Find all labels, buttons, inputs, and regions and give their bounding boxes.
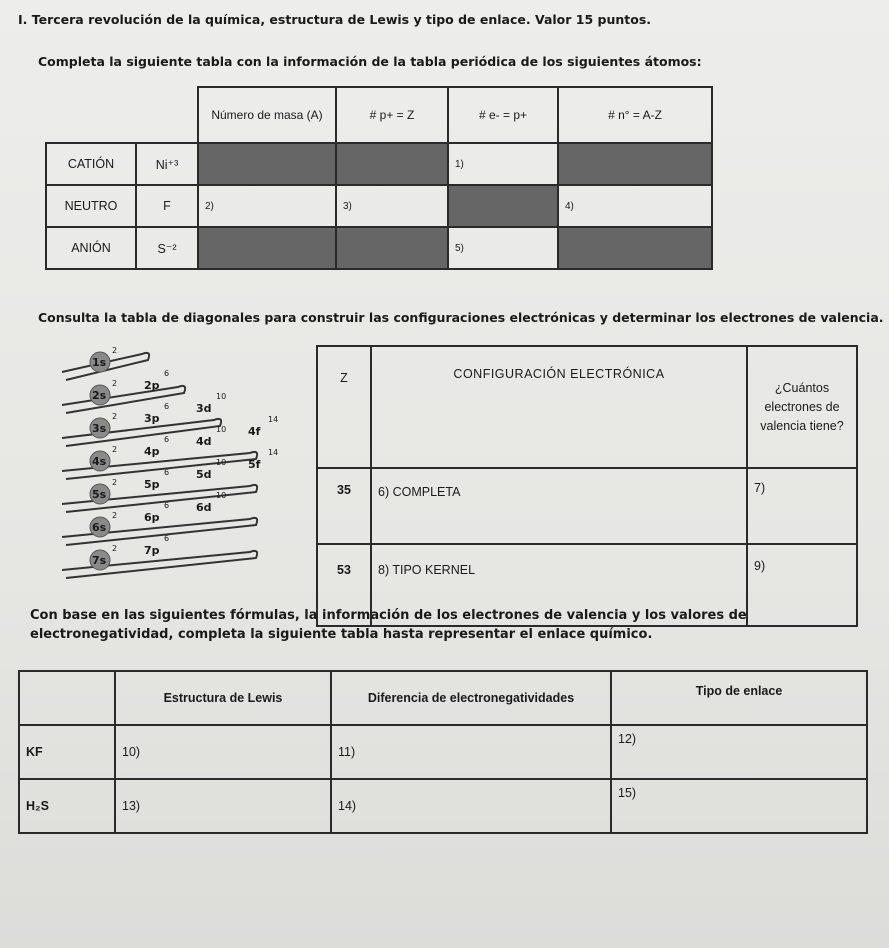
orbital-5f-capacity: 14 bbox=[268, 448, 279, 457]
row-type: ANIÓN bbox=[46, 227, 136, 269]
orbital-4p-label: 4p bbox=[144, 445, 160, 458]
orbital-6p-capacity: 6 bbox=[164, 501, 170, 510]
row-symbol: S⁻² bbox=[136, 227, 198, 269]
orbital-5f-label: 5f bbox=[248, 458, 261, 471]
section-title: I. Tercera revolución de la química, estructura de Lewis y tipo de enlace. Valor 15 puntos. bbox=[18, 12, 652, 27]
orbital-6s-capacity: 2 bbox=[112, 511, 118, 520]
orbital-3d-label: 3d bbox=[196, 402, 212, 415]
header-lewis: Estructura de Lewis bbox=[115, 671, 331, 725]
empty-corner bbox=[19, 671, 115, 725]
header-mass-number: Número de masa (A) bbox=[198, 87, 336, 143]
orbital-5s-label: 5s bbox=[92, 488, 107, 501]
orbital-5d-capacity: 10 bbox=[216, 458, 227, 467]
z-value: 35 bbox=[317, 468, 371, 544]
bond-answer-12[interactable]: 12) bbox=[611, 725, 867, 779]
header-protons: # p+ = Z bbox=[336, 87, 448, 143]
header-z: Z bbox=[317, 346, 371, 468]
diagonal-rule-diagram bbox=[52, 340, 292, 600]
cell-shaded bbox=[448, 185, 558, 227]
valence-answer-9[interactable]: 9) bbox=[747, 544, 857, 626]
formula: KF bbox=[19, 725, 115, 779]
orbital-4f-capacity: 14 bbox=[268, 415, 279, 424]
config-answer-8[interactable]: 8) TIPO KERNEL bbox=[371, 544, 747, 626]
answer-cell-2[interactable]: 2) bbox=[198, 185, 336, 227]
row-symbol: F bbox=[136, 185, 198, 227]
cell-shaded bbox=[558, 143, 712, 185]
cell-shaded bbox=[558, 227, 712, 269]
diff-answer-11[interactable]: 11) bbox=[331, 725, 611, 779]
z-value: 53 bbox=[317, 544, 371, 626]
formula: H₂S bbox=[19, 779, 115, 833]
row-type: NEUTRO bbox=[46, 185, 136, 227]
orbital-3s-label: 3s bbox=[92, 422, 107, 435]
config-answer-6[interactable]: 6) COMPLETA bbox=[371, 468, 747, 544]
orbital-7s-label: 7s bbox=[92, 554, 107, 567]
row-type: CATIÓN bbox=[46, 143, 136, 185]
orbital-4d-label: 4d bbox=[196, 435, 212, 448]
header-electronegativity: Diferencia de electronegatividades bbox=[331, 671, 611, 725]
header-electrons: # e- = p+ bbox=[448, 87, 558, 143]
orbital-6p-label: 6p bbox=[144, 511, 160, 524]
answer-cell-3[interactable]: 3) bbox=[336, 185, 448, 227]
diff-answer-14[interactable]: 14) bbox=[331, 779, 611, 833]
orbital-2s-label: 2s bbox=[92, 389, 107, 402]
answer-cell-1[interactable]: 1) bbox=[448, 143, 558, 185]
answer-cell-5[interactable]: 5) bbox=[448, 227, 558, 269]
lewis-answer-10[interactable]: 10) bbox=[115, 725, 331, 779]
instruction-diagonal: Consulta la tabla de diagonales para construir las configuraciones electrónicas y determinar los electrones de valencia. bbox=[38, 310, 884, 325]
instruction-bonding: Con base en las siguientes fórmulas, la información de los electrones de valencia y los valores de electronegatividad, completa la siguiente tabla hasta representar el enlace químico. bbox=[30, 608, 747, 642]
instruction-periodic: Completa la siguiente tabla con la información de la tabla periódica de los siguientes átomos: bbox=[38, 54, 702, 69]
cell-shaded bbox=[198, 143, 336, 185]
header-neutrons: # n° = A-Z bbox=[558, 87, 712, 143]
orbital-5p-label: 5p bbox=[144, 478, 160, 491]
orbital-5s-capacity: 2 bbox=[112, 478, 118, 487]
cell-shaded bbox=[198, 227, 336, 269]
orbital-4s-capacity: 2 bbox=[112, 445, 118, 454]
orbital-6d-label: 6d bbox=[196, 501, 212, 514]
orbital-5p-capacity: 6 bbox=[164, 468, 170, 477]
orbital-2s-capacity: 2 bbox=[112, 379, 118, 388]
header-bond-type: Tipo de enlace bbox=[611, 671, 867, 725]
orbital-3p-capacity: 6 bbox=[164, 402, 170, 411]
configuration-table bbox=[316, 345, 858, 627]
cell-shaded bbox=[336, 143, 448, 185]
orbital-7p-label: 7p bbox=[144, 544, 160, 557]
valence-answer-7[interactable]: 7) bbox=[747, 468, 857, 544]
orbital-4p-capacity: 6 bbox=[164, 435, 170, 444]
bonding-table bbox=[18, 670, 868, 834]
orbital-4d-capacity: 10 bbox=[216, 425, 227, 434]
orbital-3s-capacity: 2 bbox=[112, 412, 118, 421]
orbital-6d-capacity: 10 bbox=[216, 491, 227, 500]
orbital-1s-capacity: 2 bbox=[112, 346, 118, 355]
header-configuration: CONFIGURACIÓN ELECTRÓNICA bbox=[371, 346, 747, 468]
empty-corner bbox=[46, 87, 198, 143]
orbital-2p-label: 2p bbox=[144, 379, 160, 392]
answer-cell-4[interactable]: 4) bbox=[558, 185, 712, 227]
orbital-7p-capacity: 6 bbox=[164, 534, 170, 543]
atoms-table bbox=[45, 86, 713, 270]
orbital-4s-label: 4s bbox=[92, 455, 107, 468]
orbital-1s-label: 1s bbox=[92, 356, 107, 369]
orbital-7s-capacity: 2 bbox=[112, 544, 118, 553]
cell-shaded bbox=[336, 227, 448, 269]
orbital-6s-label: 6s bbox=[92, 521, 107, 534]
orbital-3d-capacity: 10 bbox=[216, 392, 227, 401]
orbital-4f-label: 4f bbox=[248, 425, 261, 438]
orbital-2p-capacity: 6 bbox=[164, 369, 170, 378]
bond-answer-15[interactable]: 15) bbox=[611, 779, 867, 833]
orbital-3p-label: 3p bbox=[144, 412, 160, 425]
header-valence: ¿Cuántos electrones de valencia tiene? bbox=[747, 346, 857, 468]
row-symbol: Ni⁺³ bbox=[136, 143, 198, 185]
orbital-5d-label: 5d bbox=[196, 468, 212, 481]
lewis-answer-13[interactable]: 13) bbox=[115, 779, 331, 833]
